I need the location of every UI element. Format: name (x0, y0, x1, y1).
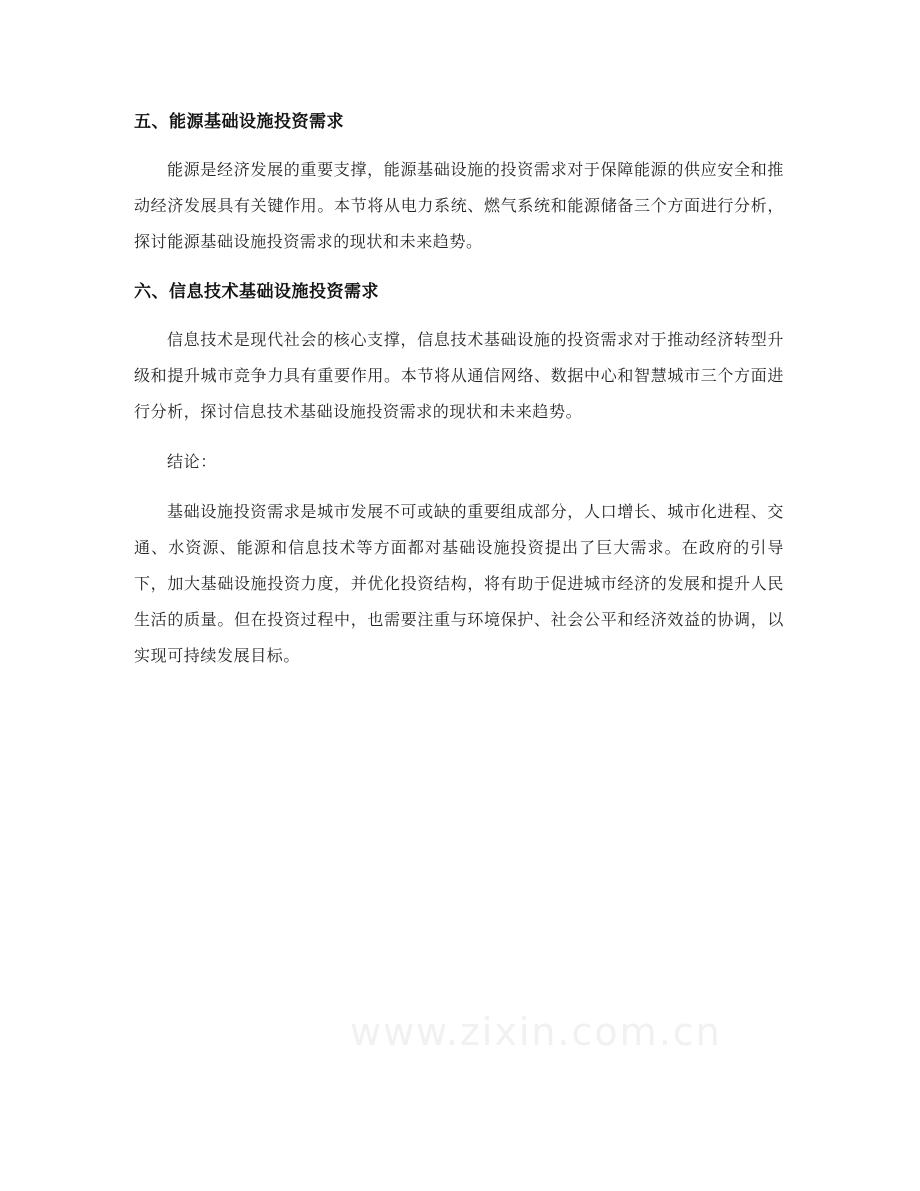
conclusion-body: 基础设施投资需求是城市发展不可或缺的重要组成部分，人口增长、城市化进程、交通、水资源、能源和信息技术等方面都对基础设施投资提出了巨大需求。在政府的引导下，加大基础设施投资力度，并优化投资结构，将有助于促进城市经济的发展和提升人民生活的质量。但在投资过程中，也需要注重与环境保护、社会公平和经济效益的协调，以实现可持续发展目标。 (134, 502, 784, 665)
conclusion-label: 结论： (167, 452, 217, 471)
document-content (134, 104, 784, 674)
watermark: www.zixin.com.cn (350, 1010, 722, 1054)
section-heading-it: 六、信息技术基础设施投资需求 (134, 282, 379, 302)
section-heading-energy: 五、能源基础设施投资需求 (134, 112, 344, 132)
section-body-energy: 能源是经济发展的重要支撑，能源基础设施的投资需求对于保障能源的供应安全和推动经济发展具有关键作用。本节将从电力系统、燃气系统和能源储备三个方面进行分析，探讨能源基础设施投资需求的现状和未来趋势。 (134, 160, 784, 251)
section-body-it: 信息技术是现代社会的核心支撑，信息技术基础设施的投资需求对于推动经济转型升级和提升城市竞争力具有重要作用。本节将从通信网络、数据中心和智慧城市三个方面进行分析，探讨信息技术基础设施投资需求的现状和未来趋势。 (134, 330, 784, 421)
